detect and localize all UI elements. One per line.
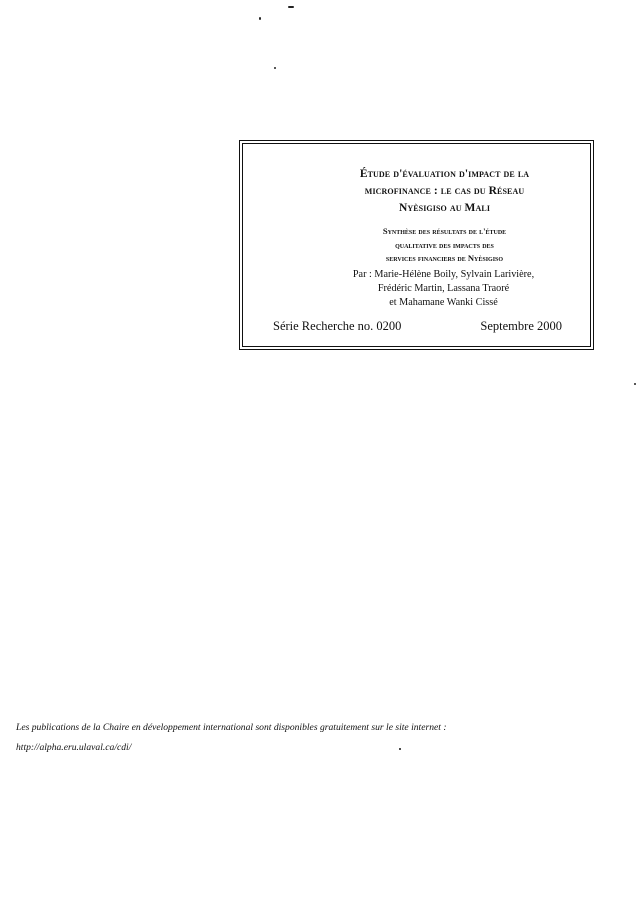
author-list <box>243 268 590 310</box>
subtitle-line: qualitative des impacts des <box>395 239 494 250</box>
series-number: Série Recherche no. 0200 <box>273 319 402 333</box>
availability-text: Les publications de la Chaire en développement international sont disponibles gratuitement sur le site internet : <box>16 722 447 733</box>
author-line: et Mahamane Wanki Cissé <box>389 297 498 308</box>
footer-note <box>16 718 447 758</box>
author-line: Frédéric Martin, Lassana Traoré <box>377 283 510 294</box>
scan-speck <box>259 17 261 20</box>
subtitle-line: Synthèse des résultats de l'étude <box>382 226 507 236</box>
subtitle-line: services financiers de Nyèsigiso <box>385 253 504 263</box>
title-line: Étude d'évaluation d'impact de la <box>359 168 530 180</box>
series-info <box>273 319 562 334</box>
document-subtitle <box>243 225 590 266</box>
scan-speck <box>634 383 636 385</box>
author-line: Par : Marie-Hélène Boily, Sylvain Larivière, <box>352 269 535 280</box>
scan-speck <box>274 67 276 69</box>
publication-date: Septembre 2000 <box>480 319 562 333</box>
title-frame-inner <box>242 143 591 347</box>
title-line: Nyèsigiso au Mali <box>398 202 491 214</box>
website-link[interactable]: http://alpha.eru.ulaval.ca/cdi/ <box>16 742 132 753</box>
document-title <box>243 166 590 217</box>
title-frame <box>239 140 594 350</box>
title-line: microfinance : le cas du Réseau <box>364 185 525 197</box>
scan-speck <box>288 6 294 8</box>
